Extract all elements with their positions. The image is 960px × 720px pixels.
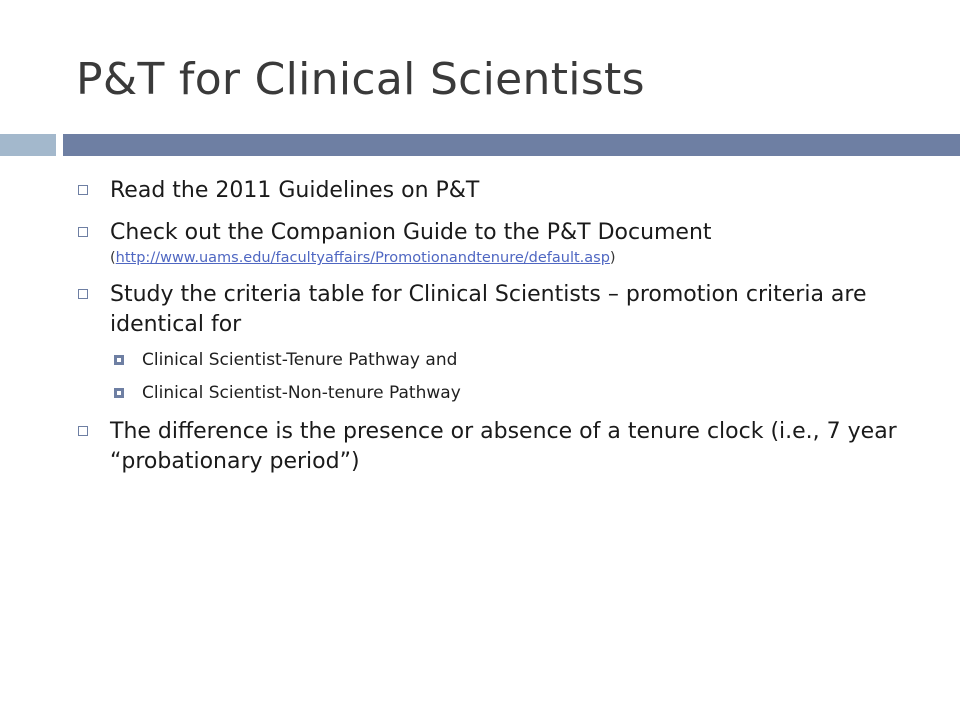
slide-title: P&T for Clinical Scientists bbox=[76, 54, 645, 105]
bullet-text: Check out the Companion Guide to the P&T Document bbox=[110, 220, 712, 245]
bullet-text: Study the criteria table for Clinical Scientists – promotion criteria are identical for bbox=[110, 282, 867, 337]
companion-guide-link[interactable]: http://www.uams.edu/facultyaffairs/Promotionandtenure/default.asp bbox=[115, 250, 610, 266]
bullet-text: The difference is the presence or absence of a tenure clock (i.e., 7 year “probationary period”) bbox=[110, 419, 897, 474]
filled-square-icon bbox=[114, 355, 124, 365]
sub-bullet-item bbox=[110, 381, 936, 405]
paren-close: ) bbox=[609, 250, 616, 266]
sub-bullet-text: Clinical Scientist-Tenure Pathway and bbox=[142, 350, 458, 370]
paren-open: ( bbox=[110, 250, 116, 266]
bullet-item bbox=[76, 218, 936, 268]
sub-bullet-item bbox=[110, 348, 936, 372]
sub-bullet-text: Clinical Scientist-Non-tenure Pathway bbox=[142, 383, 461, 403]
bullet-link-line bbox=[110, 248, 936, 268]
accent-bar-left bbox=[0, 134, 56, 156]
bullet-list bbox=[76, 176, 936, 489]
hollow-square-icon bbox=[78, 289, 88, 299]
filled-square-icon bbox=[114, 388, 124, 398]
bullet-item bbox=[76, 176, 936, 206]
hollow-square-icon bbox=[78, 426, 88, 436]
bullet-text: Read the 2011 Guidelines on P&T bbox=[110, 178, 480, 203]
accent-bar-right bbox=[63, 134, 960, 156]
bullet-item bbox=[76, 417, 936, 477]
bullet-item bbox=[76, 280, 936, 340]
hollow-square-icon bbox=[78, 227, 88, 237]
hollow-square-icon bbox=[78, 185, 88, 195]
sub-bullet-list bbox=[110, 348, 936, 405]
